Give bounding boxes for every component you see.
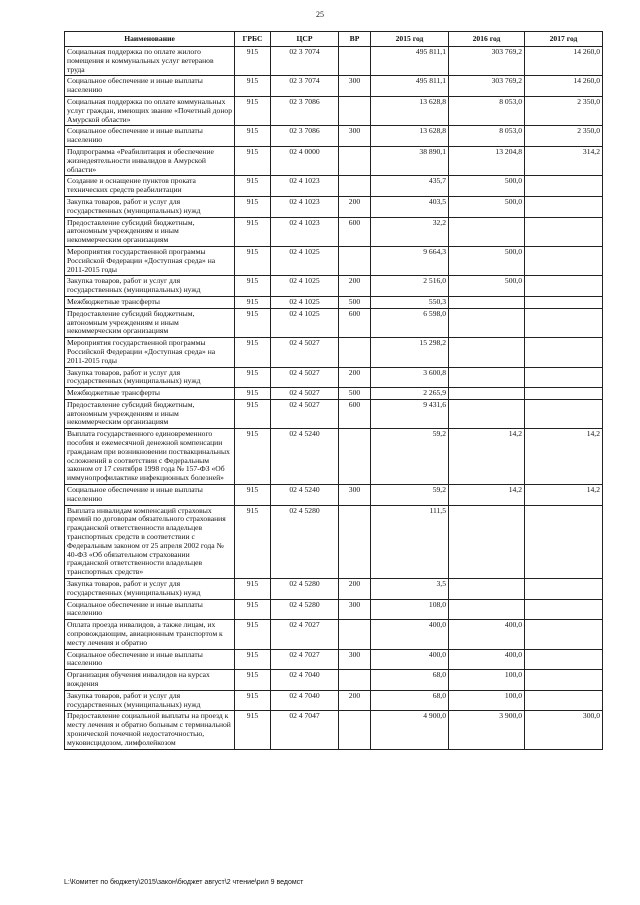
cell-csr: 02 4 1023 — [271, 176, 339, 197]
cell-2015: 13 628,8 — [371, 126, 449, 147]
cell-vr — [339, 711, 371, 749]
table-row — [65, 308, 603, 337]
cell-2017: 14,2 — [525, 429, 603, 485]
cell-name: Закупка товаров, работ и услуг для государственных (муниципальных) нужд — [65, 276, 235, 297]
cell-2016: 303 769,2 — [449, 47, 525, 76]
column-header-vr: ВР — [339, 32, 371, 47]
cell-csr: 02 4 1025 — [271, 246, 339, 275]
cell-csr: 02 4 5027 — [271, 388, 339, 400]
cell-2016: 100,0 — [449, 690, 525, 711]
table-header-row — [65, 32, 603, 47]
cell-name: Предоставление субсидий бюджетным, автономным учреждениям и иным некоммерческим организациям — [65, 399, 235, 428]
cell-2015: 403,5 — [371, 196, 449, 217]
cell-csr: 02 4 1025 — [271, 276, 339, 297]
table-row — [65, 338, 603, 367]
cell-vr: 300 — [339, 76, 371, 97]
cell-2015: 400,0 — [371, 649, 449, 670]
cell-vr: 300 — [339, 485, 371, 506]
cell-vr — [339, 176, 371, 197]
cell-2017: 14 260,0 — [525, 47, 603, 76]
page-number: 25 — [316, 10, 324, 19]
cell-name: Создание и оснащение пунктов проката технических средств реабилитации — [65, 176, 235, 197]
column-header-grbs: ГРБС — [235, 32, 271, 47]
column-header-2017: 2017 год — [525, 32, 603, 47]
cell-grbs: 915 — [235, 217, 271, 246]
cell-grbs: 915 — [235, 690, 271, 711]
table-row — [65, 599, 603, 620]
cell-csr: 02 4 0000 — [271, 146, 339, 175]
cell-csr: 02 4 7027 — [271, 620, 339, 649]
cell-name: Подпрограмма «Реабилитация и обеспечение жизнедеятельности инвалидов в Амурской области» — [65, 146, 235, 175]
cell-grbs: 915 — [235, 338, 271, 367]
cell-2015: 9 431,6 — [371, 399, 449, 428]
cell-2016: 8 053,0 — [449, 96, 525, 125]
cell-name: Закупка товаров, работ и услуг для государственных (муниципальных) нужд — [65, 579, 235, 600]
cell-2017 — [525, 649, 603, 670]
cell-2015: 68,0 — [371, 670, 449, 691]
table-row — [65, 505, 603, 578]
table-row — [65, 670, 603, 691]
table-row — [65, 76, 603, 97]
cell-grbs: 915 — [235, 296, 271, 308]
cell-csr: 02 3 7074 — [271, 47, 339, 76]
table-row — [65, 246, 603, 275]
cell-2016 — [449, 505, 525, 578]
cell-grbs: 915 — [235, 429, 271, 485]
budget-table — [64, 31, 603, 750]
cell-2016: 100,0 — [449, 670, 525, 691]
cell-grbs: 915 — [235, 367, 271, 388]
cell-grbs: 915 — [235, 579, 271, 600]
cell-2016 — [449, 217, 525, 246]
table-row — [65, 367, 603, 388]
cell-grbs: 915 — [235, 76, 271, 97]
cell-2016: 8 053,0 — [449, 126, 525, 147]
cell-name: Социальная поддержка по оплате коммунальных услуг граждан, имеющих звание «Почетный донор Амурской области» — [65, 96, 235, 125]
cell-2016: 3 900,0 — [449, 711, 525, 749]
column-header-2015: 2015 год — [371, 32, 449, 47]
cell-2016: 303 769,2 — [449, 76, 525, 97]
cell-csr: 02 4 7047 — [271, 711, 339, 749]
cell-vr — [339, 338, 371, 367]
cell-name: Закупка товаров, работ и услуг для государственных (муниципальных) нужд — [65, 690, 235, 711]
cell-2015: 111,5 — [371, 505, 449, 578]
cell-csr: 02 3 7086 — [271, 126, 339, 147]
cell-vr: 500 — [339, 296, 371, 308]
cell-name: Социальное обеспечение и иные выплаты населению — [65, 599, 235, 620]
cell-2015: 400,0 — [371, 620, 449, 649]
cell-grbs: 915 — [235, 126, 271, 147]
cell-2016: 14,2 — [449, 485, 525, 506]
cell-2017 — [525, 399, 603, 428]
cell-grbs: 915 — [235, 711, 271, 749]
table-row — [65, 690, 603, 711]
cell-csr: 02 4 5280 — [271, 579, 339, 600]
cell-name: Социальное обеспечение и иные выплаты населению — [65, 76, 235, 97]
cell-2015: 495 811,1 — [371, 76, 449, 97]
cell-grbs: 915 — [235, 246, 271, 275]
cell-2015: 108,0 — [371, 599, 449, 620]
cell-vr: 600 — [339, 399, 371, 428]
cell-vr — [339, 47, 371, 76]
table-row — [65, 579, 603, 600]
cell-2017 — [525, 670, 603, 691]
cell-2015: 59,2 — [371, 485, 449, 506]
cell-name: Предоставление субсидий бюджетным, автономным учреждениям и иным некоммерческим организациям — [65, 217, 235, 246]
table-row — [65, 711, 603, 749]
cell-2016: 500,0 — [449, 196, 525, 217]
cell-name: Организация обучения инвалидов на курсах вождения — [65, 670, 235, 691]
cell-2015: 2 516,0 — [371, 276, 449, 297]
cell-grbs: 915 — [235, 196, 271, 217]
cell-2016 — [449, 599, 525, 620]
cell-2016 — [449, 579, 525, 600]
column-header-csr: ЦСР — [271, 32, 339, 47]
cell-2015: 13 628,8 — [371, 96, 449, 125]
cell-2015: 38 890,1 — [371, 146, 449, 175]
cell-csr: 02 4 5240 — [271, 485, 339, 506]
cell-grbs: 915 — [235, 388, 271, 400]
cell-2016: 500,0 — [449, 176, 525, 197]
cell-csr: 02 4 7040 — [271, 670, 339, 691]
cell-grbs: 915 — [235, 96, 271, 125]
table-row — [65, 176, 603, 197]
cell-name: Межбюджетные трансферты — [65, 388, 235, 400]
cell-2015: 59,2 — [371, 429, 449, 485]
cell-grbs: 915 — [235, 670, 271, 691]
cell-2016 — [449, 399, 525, 428]
cell-grbs: 915 — [235, 47, 271, 76]
cell-2016 — [449, 308, 525, 337]
cell-csr: 02 4 5240 — [271, 429, 339, 485]
table-row — [65, 47, 603, 76]
cell-2017 — [525, 176, 603, 197]
cell-name: Оплата проезда инвалидов, а также лицам, их сопровождающим, авиационным транспортом к месту лечения и обратно — [65, 620, 235, 649]
cell-2017 — [525, 367, 603, 388]
table-row — [65, 276, 603, 297]
cell-2015: 68,0 — [371, 690, 449, 711]
cell-vr: 200 — [339, 276, 371, 297]
cell-vr: 600 — [339, 217, 371, 246]
cell-csr: 02 4 5027 — [271, 399, 339, 428]
cell-2017 — [525, 276, 603, 297]
cell-2017 — [525, 338, 603, 367]
cell-grbs: 915 — [235, 308, 271, 337]
cell-2015: 15 298,2 — [371, 338, 449, 367]
table-row — [65, 296, 603, 308]
cell-csr: 02 4 1023 — [271, 196, 339, 217]
cell-name: Предоставление субсидий бюджетным, автономным учреждениям и иным некоммерческим организациям — [65, 308, 235, 337]
cell-2017: 14,2 — [525, 485, 603, 506]
footer-file-path: L:\Комитет по бюджету\2015\закон\бюджет август\2 чтение\рил 9 ведомст — [64, 879, 304, 886]
cell-2016: 14,2 — [449, 429, 525, 485]
cell-csr: 02 4 5280 — [271, 599, 339, 620]
cell-grbs: 915 — [235, 176, 271, 197]
table-row — [65, 196, 603, 217]
table-row — [65, 649, 603, 670]
cell-2016: 400,0 — [449, 649, 525, 670]
cell-name: Закупка товаров, работ и услуг для государственных (муниципальных) нужд — [65, 367, 235, 388]
cell-2017 — [525, 296, 603, 308]
cell-csr: 02 4 5027 — [271, 338, 339, 367]
cell-grbs: 915 — [235, 399, 271, 428]
cell-grbs: 915 — [235, 276, 271, 297]
cell-2017 — [525, 620, 603, 649]
cell-2016: 13 204,8 — [449, 146, 525, 175]
cell-2015: 2 265,9 — [371, 388, 449, 400]
table-row — [65, 217, 603, 246]
cell-2017: 2 350,0 — [525, 126, 603, 147]
cell-grbs: 915 — [235, 485, 271, 506]
cell-name: Межбюджетные трансферты — [65, 296, 235, 308]
cell-vr: 200 — [339, 367, 371, 388]
cell-2017 — [525, 505, 603, 578]
cell-name: Социальное обеспечение и иные выплаты населению — [65, 649, 235, 670]
cell-vr — [339, 146, 371, 175]
cell-csr: 02 4 1023 — [271, 217, 339, 246]
cell-2017 — [525, 196, 603, 217]
cell-name: Мероприятия государственной программы Российской Федерации «Доступная среда» на 2011-2015 годы — [65, 338, 235, 367]
cell-2016 — [449, 388, 525, 400]
cell-vr — [339, 246, 371, 275]
cell-name: Закупка товаров, работ и услуг для государственных (муниципальных) нужд — [65, 196, 235, 217]
cell-2017 — [525, 388, 603, 400]
table-row — [65, 399, 603, 428]
cell-2015: 6 598,0 — [371, 308, 449, 337]
cell-csr: 02 4 1025 — [271, 296, 339, 308]
table-row — [65, 388, 603, 400]
table-row — [65, 620, 603, 649]
cell-2016 — [449, 367, 525, 388]
cell-vr: 300 — [339, 599, 371, 620]
table-body — [65, 47, 603, 750]
cell-vr — [339, 670, 371, 691]
cell-vr: 200 — [339, 579, 371, 600]
cell-2015: 435,7 — [371, 176, 449, 197]
cell-name: Мероприятия государственной программы Российской Федерации «Доступная среда» на 2011-2015 годы — [65, 246, 235, 275]
cell-2015: 4 900,0 — [371, 711, 449, 749]
cell-grbs: 915 — [235, 620, 271, 649]
cell-2015: 495 811,1 — [371, 47, 449, 76]
cell-2015: 9 664,3 — [371, 246, 449, 275]
cell-grbs: 915 — [235, 599, 271, 620]
cell-csr: 02 3 7074 — [271, 76, 339, 97]
cell-csr: 02 4 5027 — [271, 367, 339, 388]
table-row — [65, 126, 603, 147]
cell-name: Социальное обеспечение и иные выплаты населению — [65, 126, 235, 147]
cell-2016 — [449, 338, 525, 367]
cell-2017 — [525, 690, 603, 711]
cell-csr: 02 3 7086 — [271, 96, 339, 125]
cell-name: Социальная поддержка по оплате жилого помещения и коммунальных услуг ветеранов труда — [65, 47, 235, 76]
cell-vr: 300 — [339, 126, 371, 147]
cell-vr — [339, 429, 371, 485]
cell-2017: 2 350,0 — [525, 96, 603, 125]
cell-csr: 02 4 5280 — [271, 505, 339, 578]
cell-vr: 200 — [339, 690, 371, 711]
cell-2017: 300,0 — [525, 711, 603, 749]
table-row — [65, 96, 603, 125]
cell-vr — [339, 505, 371, 578]
cell-vr: 300 — [339, 649, 371, 670]
cell-2016: 400,0 — [449, 620, 525, 649]
table-row — [65, 146, 603, 175]
cell-2017 — [525, 308, 603, 337]
cell-vr: 600 — [339, 308, 371, 337]
cell-2017: 14 260,0 — [525, 76, 603, 97]
cell-2015: 550,3 — [371, 296, 449, 308]
cell-2016 — [449, 296, 525, 308]
cell-2017 — [525, 579, 603, 600]
column-header-name: Наименование — [65, 32, 235, 47]
table-row — [65, 485, 603, 506]
cell-vr: 500 — [339, 388, 371, 400]
cell-2015: 3,5 — [371, 579, 449, 600]
cell-csr: 02 4 7040 — [271, 690, 339, 711]
cell-2017: 314,2 — [525, 146, 603, 175]
cell-vr — [339, 96, 371, 125]
table-row — [65, 429, 603, 485]
cell-grbs: 915 — [235, 649, 271, 670]
cell-2017 — [525, 217, 603, 246]
cell-name: Предоставление социальной выплаты на проезд к месту лечения и обратно больным с терминальной хронической почечной недостаточностью, муковисцидозом, лимфолейкозом — [65, 711, 235, 749]
cell-vr: 200 — [339, 196, 371, 217]
cell-vr — [339, 620, 371, 649]
column-header-2016: 2016 год — [449, 32, 525, 47]
cell-name: Выплата инвалидам компенсаций страховых премий по договорам обязательного страхования гражданской ответственности владельцев транспортных средств в соответствии с Федеральным законом от 25 апреля 2002 года № 40-ФЗ «Об обязательном страховании гражданской ответственности владельцев транспортных средств» — [65, 505, 235, 578]
cell-2016: 500,0 — [449, 276, 525, 297]
cell-name: Выплата государственного единовременного пособия и ежемесячной денежной компенсации гражданам при возникновении поствакцинальных осложнений в соответствии с Федеральным законом от 17 сентября 1998 года № 157-ФЗ «Об иммунопрофилактике инфекционных болезней» — [65, 429, 235, 485]
cell-2016: 500,0 — [449, 246, 525, 275]
cell-grbs: 915 — [235, 146, 271, 175]
cell-csr: 02 4 1025 — [271, 308, 339, 337]
cell-csr: 02 4 7027 — [271, 649, 339, 670]
cell-2015: 3 600,8 — [371, 367, 449, 388]
cell-name: Социальное обеспечение и иные выплаты населению — [65, 485, 235, 506]
cell-2015: 32,2 — [371, 217, 449, 246]
cell-grbs: 915 — [235, 505, 271, 578]
cell-2017 — [525, 599, 603, 620]
cell-2017 — [525, 246, 603, 275]
